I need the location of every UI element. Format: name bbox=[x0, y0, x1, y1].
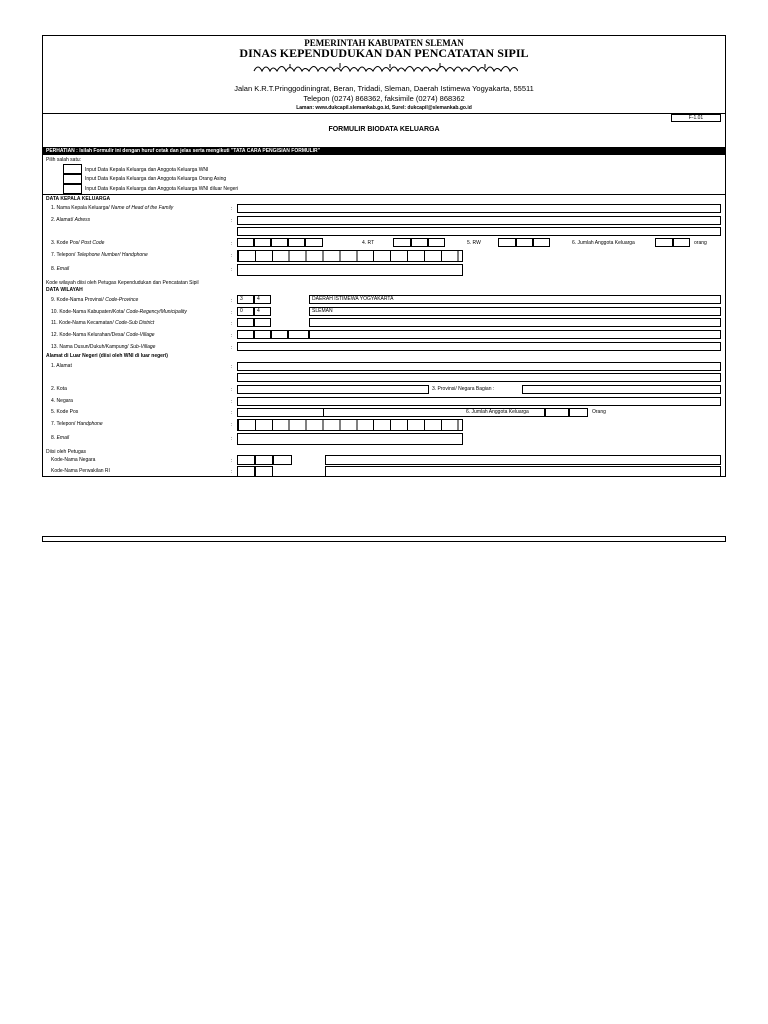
country-code-cell[interactable] bbox=[273, 455, 292, 465]
header-phone: Telepon (0274) 868362, faksimile (0274) 868362 bbox=[303, 94, 465, 103]
label-orang: orang bbox=[694, 240, 707, 246]
section-overseas-address: Alamat di Luar Negeri (diisi oleh WNI di luar negeri) bbox=[46, 353, 168, 359]
colon: : bbox=[231, 253, 233, 259]
country-code-cell[interactable] bbox=[237, 455, 255, 465]
sub-district-name-field[interactable] bbox=[309, 318, 721, 327]
sub-village-input[interactable] bbox=[237, 342, 721, 351]
label-telephone: 7. Telepon/ Telephone Number/ Handphone bbox=[51, 252, 148, 258]
option-asing-label: Input Data Kepala Keluarga dan Anggota Keluarga Orang Asing bbox=[85, 176, 227, 182]
label-state: 3. Provinsi/ Negara Bagian : bbox=[432, 386, 495, 392]
label-overseas-email: 8. Email bbox=[51, 435, 70, 441]
province-name-field[interactable]: DAERAH ISTIMEWA YOGYAKARTA bbox=[309, 295, 721, 304]
colon: : bbox=[231, 410, 233, 416]
overseas-post-code-input[interactable] bbox=[237, 408, 324, 417]
header-javanese-script bbox=[250, 60, 518, 76]
form-code: F-1.01 bbox=[671, 114, 721, 122]
colon: : bbox=[231, 387, 233, 393]
option-wni-label: Input Data Kepala Keluarga dan Anggota Keluarga WNI bbox=[85, 167, 209, 173]
label-sub-district: 11. Kode-Nama Kecamatan/ Code-Sub District bbox=[51, 320, 155, 326]
section-data-wilayah: DATA WILAYAH bbox=[46, 287, 83, 293]
country-name-field[interactable] bbox=[325, 455, 721, 465]
label-overseas-telephone: 7. Telepon/ Handphone bbox=[51, 421, 103, 427]
label-city: 2. Kota bbox=[51, 386, 67, 392]
representative-code-cell[interactable] bbox=[255, 466, 273, 477]
label-country: 4. Negara bbox=[51, 398, 73, 404]
overseas-address-line2[interactable] bbox=[237, 373, 721, 382]
colon: : bbox=[231, 458, 233, 464]
rw-cell[interactable] bbox=[516, 238, 533, 247]
notice-text: PERHATIAN : Isilah Formulir ini dengan huruf cetak dan jelas serta mengikuti "TATA CARA PENGISIAN FORMULIR" bbox=[46, 148, 321, 154]
label-address: 2. Alamat/ Adress bbox=[51, 217, 91, 223]
label-overseas-address: 1. Alamat bbox=[51, 363, 72, 369]
email-input[interactable] bbox=[237, 264, 463, 276]
overseas-family-count-cell[interactable] bbox=[545, 408, 569, 417]
village-code-cell[interactable] bbox=[288, 330, 309, 339]
colon: : bbox=[231, 333, 233, 339]
colon: : bbox=[231, 345, 233, 351]
label-rt: 4. RT bbox=[362, 240, 375, 246]
header-address: Jalan K.R.T.Pringgodiningrat, Beran, Tridadi, Sleman, Daerah Istimewa Yogyakarta, 55511 bbox=[234, 84, 534, 93]
village-code-cell[interactable] bbox=[237, 330, 254, 339]
option-wni-checkbox[interactable] bbox=[63, 164, 82, 174]
overseas-email-input[interactable] bbox=[237, 433, 463, 445]
form-title: FORMULIR BIODATA KELUARGA bbox=[328, 126, 440, 133]
choose-label: Pilih salah satu: bbox=[46, 157, 82, 163]
footer-bar bbox=[42, 536, 726, 542]
region-code-note: Kode wilayah diisi oleh Petugas Kependudukan dan Pencatatan Sipil bbox=[46, 280, 199, 286]
colon: : bbox=[231, 241, 233, 247]
option-luar-negeri-checkbox[interactable] bbox=[63, 184, 82, 194]
colon: : bbox=[231, 218, 233, 224]
regency-code-cell[interactable]: 0 bbox=[237, 307, 254, 316]
colon: : bbox=[231, 321, 233, 327]
rt-cell[interactable] bbox=[428, 238, 445, 247]
village-name-field[interactable] bbox=[309, 330, 721, 339]
post-code-cell[interactable] bbox=[254, 238, 271, 247]
rt-cell[interactable] bbox=[393, 238, 411, 247]
city-input[interactable] bbox=[237, 385, 429, 394]
province-code-cell[interactable]: 4 bbox=[254, 295, 271, 304]
header-government: PEMERINTAH KABUPATEN SLEMAN bbox=[304, 38, 464, 48]
overseas-address-line1[interactable] bbox=[237, 362, 721, 371]
representative-name-field[interactable] bbox=[325, 466, 721, 477]
address-input-line2[interactable] bbox=[237, 227, 721, 236]
colon: : bbox=[231, 469, 233, 475]
option-asing-checkbox[interactable] bbox=[63, 174, 82, 184]
telephone-input[interactable] bbox=[237, 250, 463, 262]
colon: : bbox=[231, 364, 233, 370]
label-overseas-orang: Orang bbox=[592, 409, 606, 415]
family-count-cell[interactable] bbox=[655, 238, 673, 247]
post-code-cell[interactable] bbox=[305, 238, 323, 247]
officer-note: Diisi oleh Petugas bbox=[46, 449, 87, 455]
overseas-telephone-input[interactable] bbox=[237, 419, 463, 431]
label-village: 12. Kode-Nama Kelurahan/Desa/ Code-Village bbox=[51, 332, 155, 338]
regency-name-field[interactable]: SLEMAN bbox=[309, 307, 721, 316]
family-count-cell[interactable] bbox=[673, 238, 690, 247]
province-code-cell[interactable]: 3 bbox=[237, 295, 254, 304]
header-web: Laman: www.dukcapil.slemankab.go.id, Surel: dukcapil@slemankab.go.id bbox=[296, 105, 472, 111]
village-code-cell[interactable] bbox=[254, 330, 271, 339]
rt-cell[interactable] bbox=[411, 238, 428, 247]
javanese-script-graphic bbox=[250, 60, 518, 76]
regency-code-cell[interactable]: 4 bbox=[254, 307, 271, 316]
section-divider bbox=[42, 194, 726, 195]
label-rw: 5. RW bbox=[467, 240, 481, 246]
colon: : bbox=[231, 298, 233, 304]
label-email: 8. Email bbox=[51, 266, 70, 272]
state-input[interactable] bbox=[522, 385, 721, 394]
option-luar-negeri-label: Input Data Kepala Keluarga dan Anggota Keluarga WNI diluar Negeri bbox=[85, 186, 239, 192]
header-divider bbox=[42, 113, 726, 114]
label-regency: 10. Kode-Nama Kabupaten/Kota/ Code-Regency/Municipality bbox=[51, 309, 187, 315]
sub-district-code-cell[interactable] bbox=[254, 318, 271, 327]
head-of-family-input[interactable] bbox=[237, 204, 721, 213]
colon: : bbox=[231, 436, 233, 442]
label-province: 9. Kode-Nama Provinsi/ Code-Province bbox=[51, 297, 139, 303]
representative-code-cell[interactable] bbox=[237, 466, 255, 477]
colon: : bbox=[231, 310, 233, 316]
sub-district-code-cell[interactable] bbox=[237, 318, 254, 327]
post-code-cell[interactable] bbox=[288, 238, 305, 247]
country-code-cell[interactable] bbox=[255, 455, 273, 465]
post-code-cell[interactable] bbox=[237, 238, 254, 247]
country-input[interactable] bbox=[237, 397, 721, 406]
label-post-code: 3. Kode Pos/ Post Code bbox=[51, 240, 105, 246]
colon: : bbox=[231, 267, 233, 273]
label-sub-village: 13. Nama Dusun/Dukuh/Kampung/ Sub-Village bbox=[51, 344, 156, 350]
header-agency: DINAS KEPENDUDUKAN DAN PENCATATAN SIPIL bbox=[239, 46, 529, 60]
label-overseas-family-count: 6. Jumlah Anggota Keluarga bbox=[466, 409, 529, 415]
address-input-line1[interactable] bbox=[237, 216, 721, 225]
colon: : bbox=[231, 422, 233, 428]
label-representative-code: Kode-Nama Perwakilan RI bbox=[51, 468, 110, 474]
overseas-family-count-cell[interactable] bbox=[569, 408, 588, 417]
label-family-count: 6. Jumlah Anggota Keluarga bbox=[572, 240, 635, 246]
colon: : bbox=[231, 206, 233, 212]
label-country-code: Kode-Nama Negara bbox=[51, 457, 96, 463]
label-overseas-post-code: 5. Kode Pos bbox=[51, 409, 79, 415]
colon: : bbox=[231, 399, 233, 405]
rw-cell[interactable] bbox=[533, 238, 550, 247]
label-head-of-family: 1. Nama Kepala Keluarga/ Name of Head of the Family bbox=[51, 205, 174, 211]
rw-cell[interactable] bbox=[498, 238, 516, 247]
section-kepala-keluarga: DATA KEPALA KELUARGA bbox=[46, 196, 111, 202]
post-code-cell[interactable] bbox=[271, 238, 288, 247]
village-code-cell[interactable] bbox=[271, 330, 288, 339]
